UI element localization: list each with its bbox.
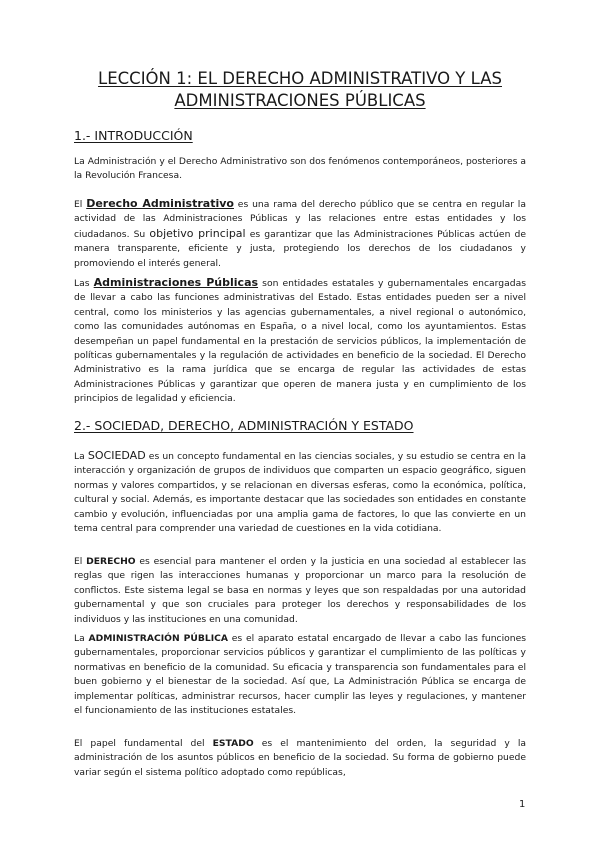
- text-run: es esencial para mantener el orden y la justicia en una sociedad al establecer las reglas que rigen las interacciones humanas y proporcionar un marco para la resolución de conflictos. Este sistema legal se basa en normas y leyes que son respaldadas por una autoridad gubernamental y que son cruciales para proteger los derechos y responsabilidades de los individuos y las instituciones en una comunidad.: [74, 556, 526, 625]
- page-title: LECCIÓN 1: EL DERECHO ADMINISTRATIVO Y LAS ADMINISTRACIONES PÚBLICAS: [98, 69, 502, 110]
- text-run: El papel fundamental del: [74, 738, 213, 749]
- term-estado: ESTADO: [212, 738, 254, 749]
- text-run: es garantizar que las Administraciones Públicas actúen de manera transparente, eficiente y justa, protegiendo los derechos de los ciudadanos y promoviendo el interés general.: [74, 228, 526, 269]
- text-run: es una rama del derecho público que se centra en regular la actividad de las Administraciones Públicas y las relaciones entre estas entidades y los ciudadanos. Su: [74, 199, 526, 240]
- section-heading-sociedad: 2.- SOCIEDAD, DERECHO, ADMINISTRACIÓN Y ESTADO: [74, 418, 414, 433]
- term-administracion-publica: ADMINISTRACIÓN PÚBLICA: [88, 633, 229, 644]
- paragraph: [74, 449, 526, 536]
- text-run: es un concepto fundamental en las ciencias sociales, y su estudio se centra en la interacción y organización de grupos de individuos que comparten un espacio geográfico, siguen normas y valores compartidos, y se relacionan en diversas esferas, como la económica, política, cultural y social. Además, es importante destacar que las sociedades son entidades en constante cambio y evolución, influenciadas por una amplia gama de factores, lo que las convierte en un tema central para comprender una variedad de cuestiones en la vida cotidiana.: [74, 451, 526, 535]
- term-objetivo-principal: objetivo principal: [149, 226, 246, 240]
- text-run: es el mantenimiento del orden, la seguridad y la administración de los asuntos públicos en beneficio de la sociedad. Su forma de gobierno puede variar según el sistema político adoptado como repúblicas,: [74, 738, 526, 778]
- text-run: La: [74, 451, 88, 462]
- term-sociedad: SOCIEDAD: [87, 449, 146, 462]
- text-run: La: [74, 633, 89, 644]
- text-run: son entidades estatales y gubernamentales encargadas de llevar a cabo las funciones administrativas del Estado. Estas entidades pueden ser a nivel central, como los ministerios y las agencias gubernamentales, a nivel regional o autonómico, como las comunidades autónomas en España, o a nivel local, como los ayuntamientos. Estas desempeñan un papel fundamental en la prestación de servicios públicos, la implementación de políticas gubernamentales y la regulación de actividades en beneficio de la sociedad. El Derecho Administrativo es la rama jurídica que se encarga de regular las actividades de estas Administraciones Públicas y garantizar que operen de manera justa y en cumplimiento de los principios de legalidad y eficiencia.: [74, 278, 526, 405]
- text-run: es el aparato estatal encargado de llevar a cabo las funciones gubernamentales, proporcionar servicios públicos y garantizar el cumplimiento de las políticas y normativas en beneficio de la comunidad. Su eficacia y transparencia son fundamentales para el buen gobierno y el bienestar de la sociedad. Así que, La Administración Pública se encarga de implementar políticas, administrar recursos, hacer cumplir las leyes y regulaciones, y mantener el funcionamiento de las instituciones estatales.: [74, 633, 527, 717]
- paragraph: La Administración y el Derecho Administrativo son dos fenómenos contemporáneos, posteriores a la Revolución Francesa.: [74, 156, 526, 182]
- text-run: El: [74, 556, 87, 567]
- paragraph: [74, 276, 526, 407]
- term-derecho: DERECHO: [86, 556, 136, 567]
- paragraph: [74, 555, 526, 627]
- text-run: Las: [74, 278, 94, 289]
- paragraph: [74, 197, 526, 271]
- page-number: 1: [519, 799, 526, 810]
- term-derecho-administrativo: Derecho Administrativo: [86, 197, 234, 210]
- text-run: El: [74, 199, 87, 210]
- paragraph: [74, 737, 526, 780]
- paragraph: [74, 632, 526, 718]
- section-heading-introduccion: 1.- INTRODUCCIÓN: [74, 128, 193, 143]
- term-administraciones-publicas: Administraciones Públicas: [93, 276, 259, 289]
